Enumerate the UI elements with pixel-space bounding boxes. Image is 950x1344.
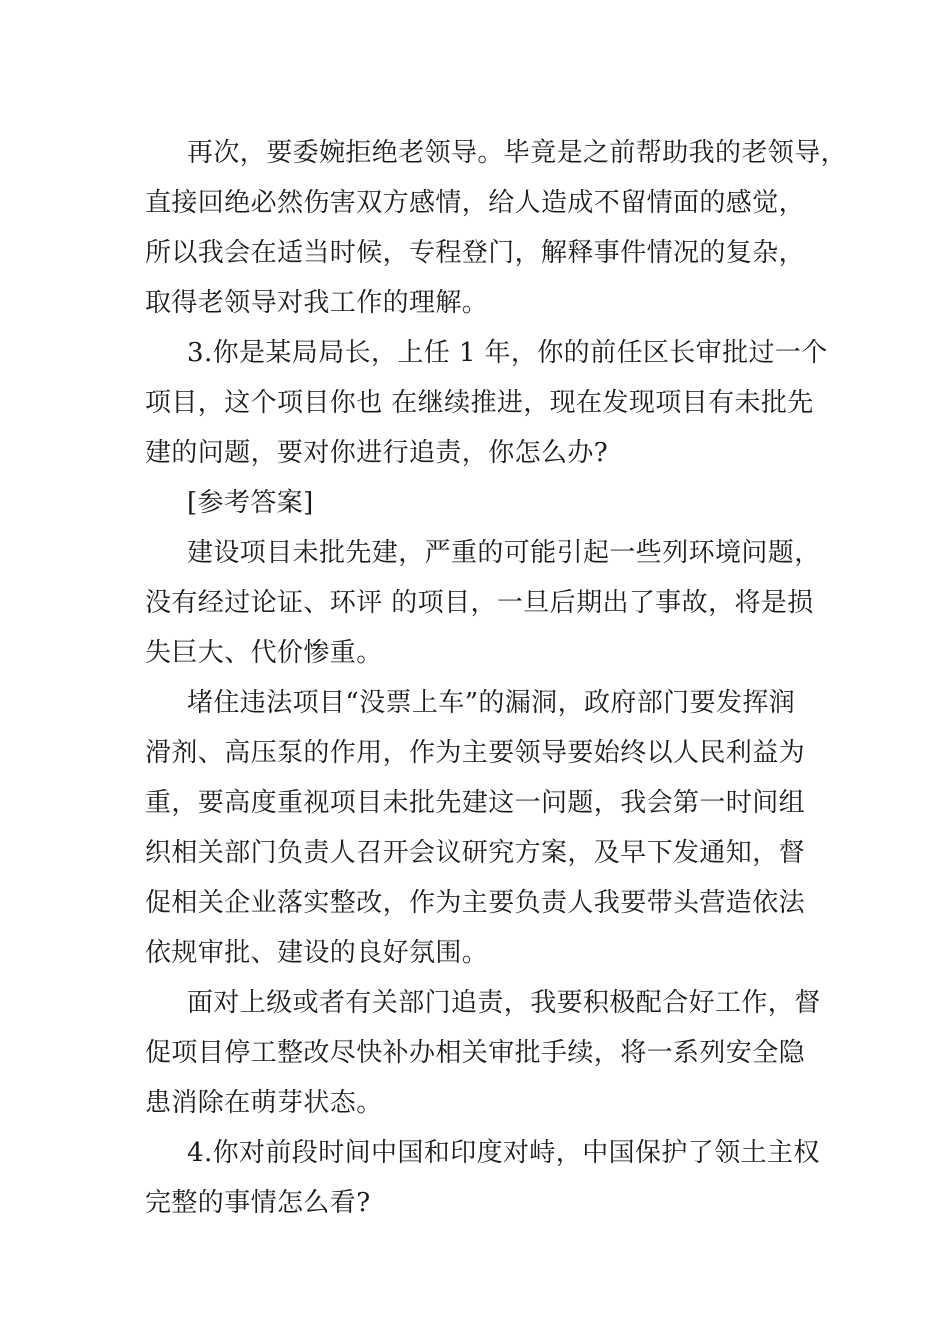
- text-line: 面对上级或者有关部门追责，我要积极配合好工作，督: [187, 988, 821, 1018]
- document-body: [145, 128, 848, 1228]
- text-line: 直接回绝必然伤害双方感情，给人造成不留情面的感觉，: [145, 188, 806, 218]
- text-line: [参考答案]: [187, 488, 314, 518]
- text-line: 4.你对前段时间中国和印度对峙，中国保护了领土主权: [187, 1138, 820, 1168]
- text-line: 促相关企业落实整改，作为主要负责人我要带头营造依法: [145, 888, 806, 918]
- text-line: 患消除在萌芽状态。: [145, 1088, 383, 1118]
- text-line: 织相关部门负责人召开会议研究方案，及早下发通知，督: [145, 838, 806, 868]
- text-line: 滑剂、高压泵的作用，作为主要领导要始终以人民利益为: [145, 738, 806, 768]
- text-line: 建设项目未批先建，严重的可能引起一些列环境问题，: [187, 538, 821, 568]
- text-line: 促项目停工整改尽快补办相关审批手续，将一系列安全隐: [145, 1038, 806, 1068]
- text-line: 3.你是某局局长，上任 1 年，你的前任区长审批过一个: [187, 338, 828, 368]
- text-line: 没有经过论证、环评 的项目，一旦后期出了事故，将是损: [145, 588, 814, 618]
- text-line: 失巨大、代价惨重。: [145, 638, 383, 668]
- text-line: 完整的事情怎么看?: [145, 1188, 371, 1218]
- text-line: 重，要高度重视项目未批先建这一问题，我会第一时间组: [145, 788, 806, 818]
- text-line: 堵住违法项目“没票上车”的漏洞，政府部门要发挥润: [187, 688, 796, 718]
- text-line: 依规审批、建设的良好氛围。: [145, 938, 489, 968]
- text-line: 建的问题，要对你进行追责，你怎么办?: [145, 438, 609, 468]
- text-line: 取得老领导对我工作的理解。: [145, 288, 489, 318]
- text-line: 再次，要委婉拒绝老领导。毕竟是之前帮助我的老领导，: [187, 138, 848, 168]
- text-line: 项目，这个项目你也 在继续推进，现在发现项目有未批先: [145, 388, 814, 418]
- text-line: 所以我会在适当时候，专程登门，解释事件情况的复杂，: [145, 238, 806, 268]
